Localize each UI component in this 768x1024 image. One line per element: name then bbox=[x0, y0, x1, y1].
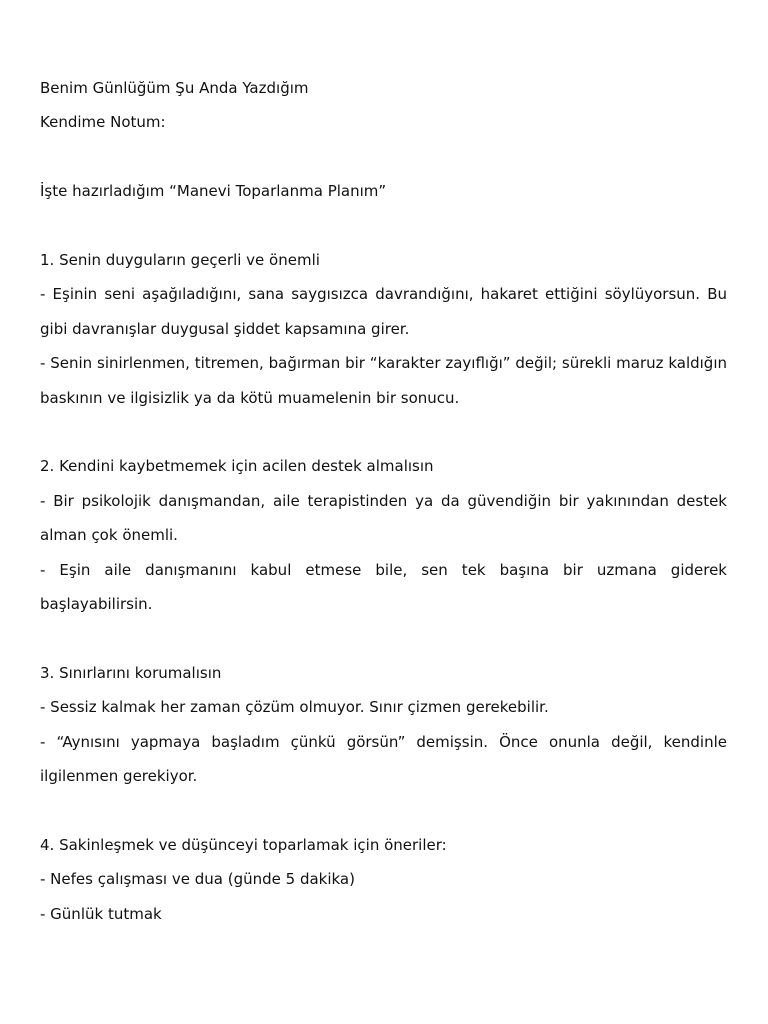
section-heading: 4. Sakinleşmek ve düşünceyi toparlamak için öneriler: bbox=[40, 835, 447, 854]
section-item: - Günlük tutmak bbox=[40, 904, 162, 923]
spacer bbox=[40, 621, 727, 655]
intro-line: İşte hazırladığım “Manevi Toparlanma Planım” bbox=[40, 182, 387, 201]
document-title: Benim Günlüğüm Şu Anda Yazdığım bbox=[40, 79, 309, 97]
spacer bbox=[40, 140, 727, 174]
section-4 bbox=[40, 828, 727, 931]
note-label: Kendime Notum: bbox=[40, 113, 166, 132]
section-item: - Nefes çalışması ve dua (günde 5 dakika) bbox=[40, 870, 355, 889]
section-item: - “Aynısını yapmaya başladım çünkü görsün” demişsin. Önce onunla değil, kendinle ilgilenmen gerekiyor. bbox=[40, 732, 727, 785]
spacer bbox=[40, 793, 727, 827]
document-page bbox=[40, 71, 727, 931]
section-item: - Senin sinirlenmen, titremen, bağırman bir “karakter zayıflığı” değil; sürekli maruz kaldığın baskının ve ilgisizlik ya da kötü muamelenin bir sonucu. bbox=[40, 354, 727, 407]
section-item: - Sessiz kalmak her zaman çözüm olmuyor. Sınır çizmen gerekebilir. bbox=[40, 698, 549, 717]
section-1 bbox=[40, 243, 727, 415]
section-item: - Eşin aile danışmanını kabul etmese bile, sen tek başına bir uzmana giderek başlayabilirsin. bbox=[40, 560, 727, 613]
section-heading: 2. Kendini kaybetmemek için acilen destek almalısın bbox=[40, 457, 434, 476]
spacer bbox=[40, 415, 727, 449]
section-heading: 1. Senin duyguların geçerli ve önemli bbox=[40, 250, 320, 269]
spacer bbox=[40, 209, 727, 243]
section-2 bbox=[40, 449, 727, 621]
section-heading: 3. Sınırlarını korumalısın bbox=[40, 663, 222, 682]
section-item: - Bir psikolojik danışmandan, aile terapistinden ya da güvendiğin bir yakınından destek alman çok önemli. bbox=[40, 491, 727, 545]
section-item: - Eşinin seni aşağıladığını, sana saygısızca davrandığını, hakaret ettiğini söylüyorsun. Bu gibi davranışlar duygusal şiddet kapsamına girer. bbox=[40, 285, 727, 338]
section-3 bbox=[40, 656, 727, 794]
